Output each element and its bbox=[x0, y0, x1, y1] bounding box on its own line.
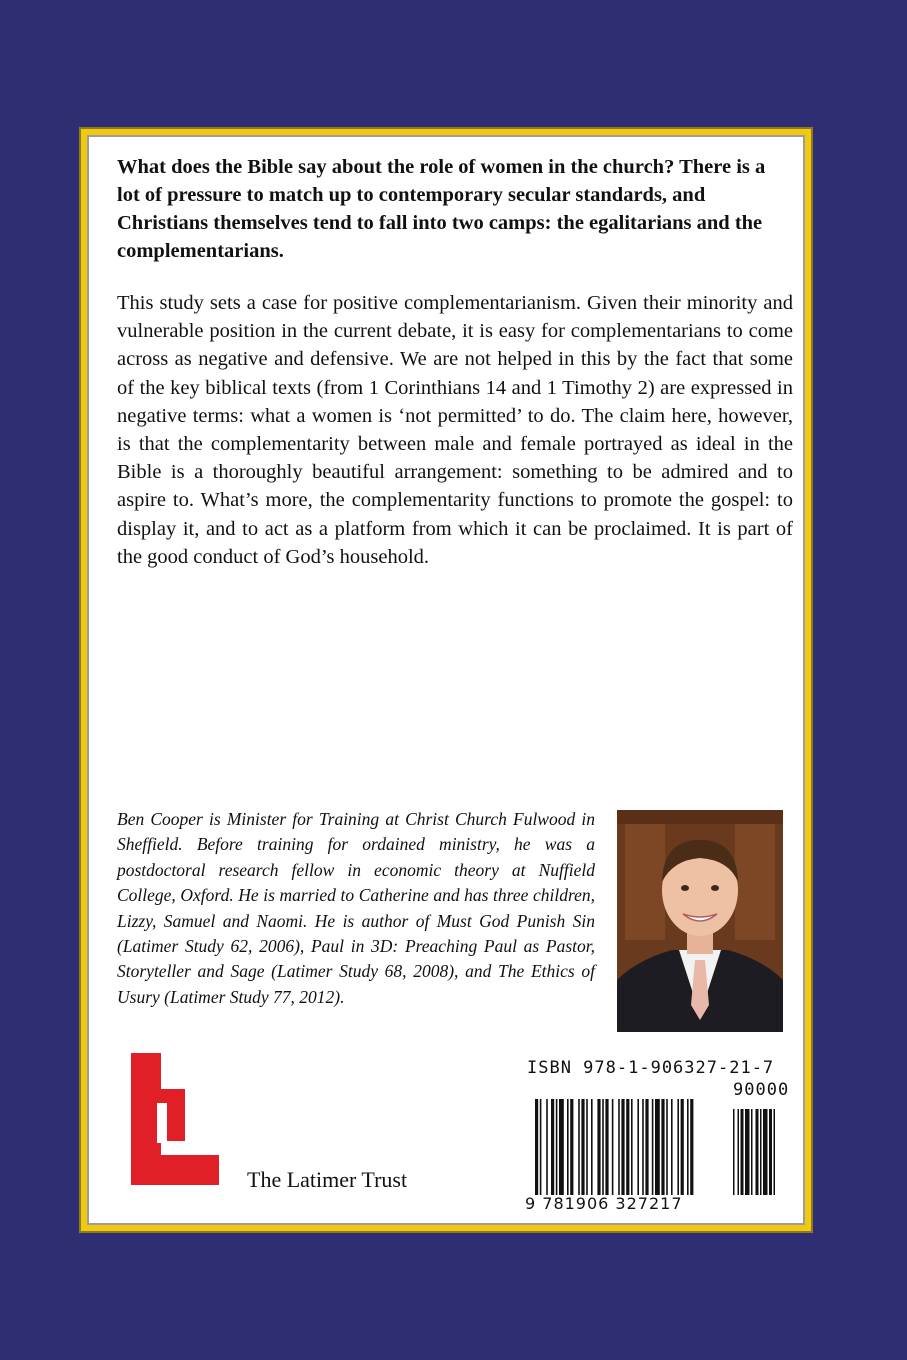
cover-panel bbox=[87, 135, 805, 1225]
author-bio: Ben Cooper is Minister for Training at Christ Church Fulwood in Sheffield. Before training for ordained ministry, he was a postdoctoral research fellow in economic theory at Nuffield College, Oxford. He is married to Catherine and has three children, Lizzy, Samuel and Naomi. He is author of Must God Punish Sin (Latimer Study 62, 2006), Paul in 3D: Preaching Paul as Pastor, Storyteller and Sage (Latimer Study 68, 2008), and The Ethics of Usury (Latimer Study 77, 2012). bbox=[117, 809, 595, 1007]
lead-paragraph: What does the Bible say about the role of women in the church? There is a lot of pressure to match up to contemporary secular standards, and Christians themselves tend to fall into two camps: the egalitarians and the complementarians. bbox=[117, 156, 766, 262]
price-code: 90000 bbox=[733, 1080, 790, 1100]
barcode bbox=[535, 1099, 785, 1195]
cover-frame bbox=[79, 127, 813, 1233]
author-photo bbox=[617, 810, 783, 1032]
publisher-name: The Latimer Trust bbox=[247, 1167, 408, 1192]
isbn-label: ISBN 978-1-906327-21-7 bbox=[527, 1058, 775, 1078]
ean-digits: 9 781906 327217 bbox=[525, 1194, 683, 1213]
description-paragraph: This study sets a case for positive complementarianism. Given their minority and vulnerable position in the current debate, it is easy for complementarians to come across as negative and defensive. We are not helped in this by the fact that some of the key biblical texts (from 1 Corinthians 14 and 1 Timothy 2) are expressed in negative terms: what a women is ‘not permitted’ to do. The claim here, however, is that the complementarity between male and female portrayed as ideal in the Bible is a thoroughly beautiful arrangement: something to be admired and to aspire to. What’s more, the complementarity functions to promote the gospel: to display it, and to act as a platform from which it can be proclaimed. It is part of the good conduct of God’s household. bbox=[117, 292, 793, 568]
latimer-trust-logo bbox=[123, 1049, 219, 1189]
